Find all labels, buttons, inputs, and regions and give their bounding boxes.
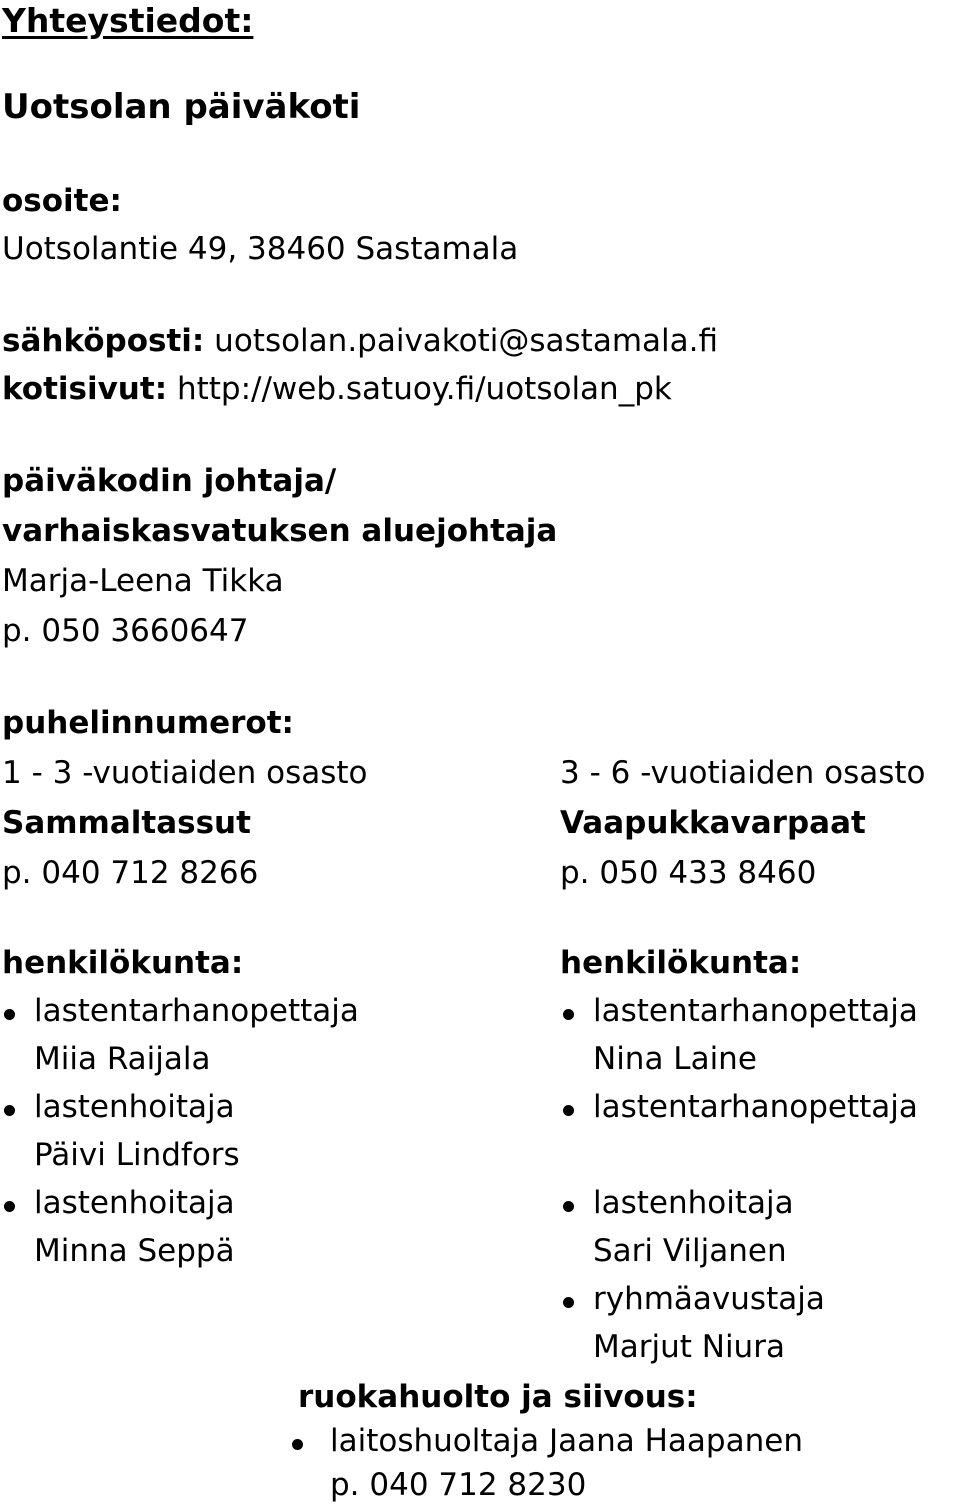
catering-phone: p. 040 712 8230 bbox=[330, 1467, 587, 1503]
group2-staff4-name: Marjut Niura bbox=[593, 1329, 785, 1365]
bullet-icon bbox=[563, 1009, 574, 1020]
group1-staff1-name: Miia Raijala bbox=[34, 1041, 211, 1077]
group2-phone: p. 050 433 8460 bbox=[560, 855, 817, 891]
group1-staff3-name: Minna Seppä bbox=[34, 1233, 235, 1269]
website-label: kotisivut: bbox=[2, 371, 168, 407]
email-row bbox=[2, 323, 719, 359]
group2-section: 3 - 6 -vuotiaiden osasto bbox=[560, 755, 926, 791]
group2-staff1-name: Nina Laine bbox=[593, 1041, 757, 1077]
group1-phone: p. 040 712 8266 bbox=[2, 855, 259, 891]
group2-staff2-role: lastentarhanopettaja bbox=[593, 1089, 918, 1125]
group1-section: 1 - 3 -vuotiaiden osasto bbox=[2, 755, 368, 791]
bullet-icon bbox=[4, 1009, 15, 1020]
bullet-icon bbox=[563, 1297, 574, 1308]
group2-staff-label: henkilökunta: bbox=[560, 945, 802, 981]
bullet-icon bbox=[292, 1439, 303, 1450]
director-title-line1: päiväkodin johtaja/ bbox=[2, 463, 337, 499]
group1-staff-label: henkilökunta: bbox=[2, 945, 244, 981]
group1-staff3-role: lastenhoitaja bbox=[34, 1185, 235, 1221]
director-phone: p. 050 3660647 bbox=[2, 613, 249, 649]
group1-staff1-role: lastentarhanopettaja bbox=[34, 993, 359, 1029]
group2-staff3-name: Sari Viljanen bbox=[593, 1233, 787, 1269]
catering-person: laitoshuoltaja Jaana Haapanen bbox=[330, 1423, 803, 1459]
director-name: Marja-Leena Tikka bbox=[2, 563, 284, 599]
page-title: Yhteystiedot: bbox=[2, 1, 254, 40]
website-row bbox=[2, 371, 672, 407]
group1-staff2-role: lastenhoitaja bbox=[34, 1089, 235, 1125]
group2-name: Vaapukkavarpaat bbox=[560, 805, 866, 841]
bullet-icon bbox=[4, 1201, 15, 1212]
email-label: sähköposti: bbox=[2, 323, 205, 359]
group2-staff3-role: lastenhoitaja bbox=[593, 1185, 794, 1221]
director-title-line2: varhaiskasvatuksen aluejohtaja bbox=[2, 513, 558, 549]
group1-staff2-name: Päivi Lindfors bbox=[34, 1137, 240, 1173]
group2-staff4-role: ryhmäavustaja bbox=[593, 1281, 825, 1317]
catering-label: ruokahuolto ja siivous: bbox=[298, 1379, 698, 1415]
phones-label: puhelinnumerot: bbox=[2, 705, 294, 741]
bullet-icon bbox=[563, 1201, 574, 1212]
bullet-icon bbox=[563, 1105, 574, 1116]
email-link[interactable]: uotsolan.paivakoti@sastamala.fi bbox=[214, 323, 719, 359]
daycare-name: Uotsolan päiväkoti bbox=[2, 87, 361, 127]
group2-staff1-role: lastentarhanopettaja bbox=[593, 993, 918, 1029]
group1-name: Sammaltassut bbox=[2, 805, 251, 841]
bullet-icon bbox=[4, 1105, 15, 1116]
address-label: osoite: bbox=[2, 183, 122, 219]
website-link[interactable]: http://web.satuoy.fi/uotsolan_pk bbox=[176, 371, 672, 407]
address-value: Uotsolantie 49, 38460 Sastamala bbox=[2, 231, 519, 267]
